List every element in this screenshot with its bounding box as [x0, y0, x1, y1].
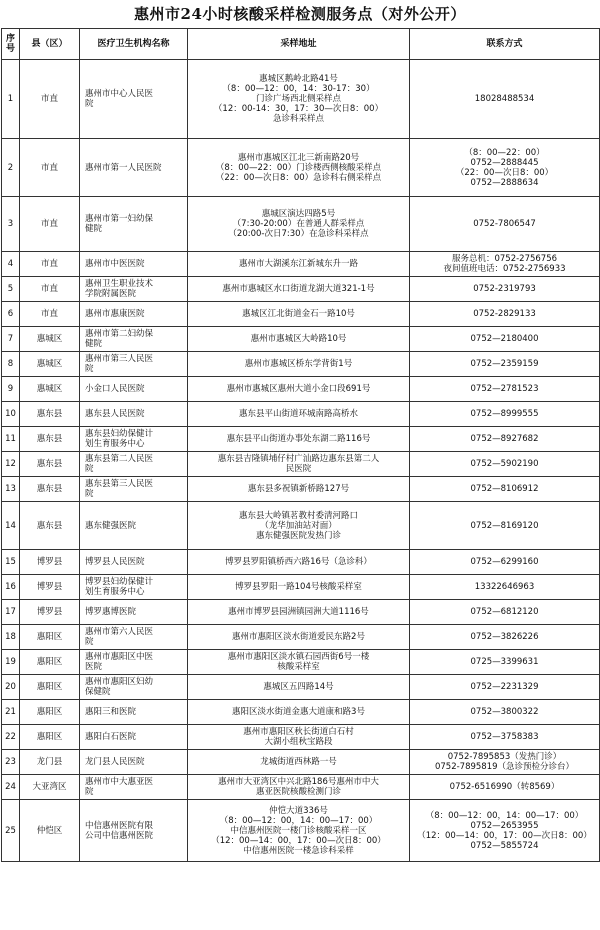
county-cell: 惠城区 [20, 352, 80, 377]
table-row [2, 750, 600, 775]
row-number: 12 [2, 452, 20, 477]
row-number: 24 [2, 775, 20, 800]
contact-cell: 0752—3758383 [410, 725, 600, 750]
address-cell: 惠州市大亚湾区中兴北路186号惠州市中大 惠亚医院核酸检测门诊 [188, 775, 410, 800]
contact-cell: 13322646963 [410, 575, 600, 600]
address-cell: 惠州市惠城区桥东学背街1号 [188, 352, 410, 377]
contact-cell: （8：00—12：00，14：00—17：00） 0752—2653955 （12：00—14：00，17：00—次日8：00） 0752—5855724 [410, 800, 600, 862]
table-row [2, 377, 600, 402]
address-cell: 惠东县大岭镇茗教村委清河路口 （龙华加油站对面） 惠东健强医院发热门诊 [188, 502, 410, 550]
row-number: 13 [2, 477, 20, 502]
county-cell: 惠东县 [20, 427, 80, 452]
address-cell: 惠州市惠阳区淡水街道爱民东路2号 [188, 625, 410, 650]
county-cell: 惠阳区 [20, 725, 80, 750]
county-cell: 博罗县 [20, 600, 80, 625]
table-row [2, 402, 600, 427]
org-cell: 惠州市惠阳区妇幼 保健院 [80, 675, 188, 700]
address-cell: 惠城区五四路14号 [188, 675, 410, 700]
row-number: 23 [2, 750, 20, 775]
table-row [2, 427, 600, 452]
table-row [2, 139, 600, 197]
table-row [2, 302, 600, 327]
row-number: 5 [2, 277, 20, 302]
row-number: 14 [2, 502, 20, 550]
contact-cell: 0752-2319793 [410, 277, 600, 302]
contact-cell: 0752-7806547 [410, 197, 600, 252]
table-row [2, 477, 600, 502]
row-number: 11 [2, 427, 20, 452]
address-cell: 博罗县罗阳一路104号核酸采样室 [188, 575, 410, 600]
table-header-row [2, 29, 600, 60]
header-address: 采样地址 [188, 29, 410, 60]
county-cell: 市直 [20, 197, 80, 252]
row-number: 22 [2, 725, 20, 750]
contact-cell: 0752—2781523 [410, 377, 600, 402]
table-row [2, 700, 600, 725]
header-county: 县（区） [20, 29, 80, 60]
address-cell: 惠城区江北街道金石一路10号 [188, 302, 410, 327]
contact-cell: 0752—6299160 [410, 550, 600, 575]
county-cell: 市直 [20, 139, 80, 197]
row-number: 4 [2, 252, 20, 277]
county-cell: 惠东县 [20, 502, 80, 550]
county-cell: 惠东县 [20, 477, 80, 502]
county-cell: 惠阳区 [20, 625, 80, 650]
county-cell: 市直 [20, 302, 80, 327]
contact-cell: 0752—8999555 [410, 402, 600, 427]
org-cell: 惠东县人民医院 [80, 402, 188, 427]
table-row [2, 675, 600, 700]
address-cell: 惠州市惠城区大岭路10号 [188, 327, 410, 352]
address-cell: 惠东县平山街道办事处东湖二路116号 [188, 427, 410, 452]
table-row [2, 60, 600, 139]
org-cell: 惠州卫生职业技术 学院附属医院 [80, 277, 188, 302]
org-cell: 惠东县第三人民医 院 [80, 477, 188, 502]
row-number: 10 [2, 402, 20, 427]
table-row [2, 197, 600, 252]
contact-cell: 0752—8169120 [410, 502, 600, 550]
page-title: 惠州市24小时核酸采样检测服务点（对外公开） [134, 5, 466, 23]
contact-cell: 0752—6812120 [410, 600, 600, 625]
contact-cell: 服务总机：0752-2756756 夜间值班电话：0752-2756933 [410, 252, 600, 277]
county-cell: 博罗县 [20, 550, 80, 575]
row-number: 15 [2, 550, 20, 575]
county-cell: 市直 [20, 252, 80, 277]
table-row [2, 352, 600, 377]
row-number: 6 [2, 302, 20, 327]
county-cell: 惠阳区 [20, 650, 80, 675]
org-cell: 中信惠州医院有限 公司中信惠州医院 [80, 800, 188, 862]
contact-cell: 0752—3826226 [410, 625, 600, 650]
row-number: 25 [2, 800, 20, 862]
address-cell: 惠城区鹅岭北路41号 （8：00—12：00，14：30-17：30） 门诊广场西北侧采样点 （12：00-14：30，17：30—次日8：00） 急诊科采样点 [188, 60, 410, 139]
row-number: 9 [2, 377, 20, 402]
contact-cell: 0752—8106912 [410, 477, 600, 502]
table-row [2, 725, 600, 750]
org-cell: 惠东县妇幼保健计 划生育服务中心 [80, 427, 188, 452]
contact-cell: 0752-6516990（转8569） [410, 775, 600, 800]
table-row [2, 327, 600, 352]
address-cell: 惠城区演达四路5号 （7:30-20:00）在普通人群采样点 （20:00-次日7:30）在急诊科采样点 [188, 197, 410, 252]
contact-cell: 0752-7895853（发热门诊） 0752-7895819（急诊预检分诊台） [410, 750, 600, 775]
row-number: 2 [2, 139, 20, 197]
row-number: 19 [2, 650, 20, 675]
address-cell: 惠东县平山街道环城南路高桥水 [188, 402, 410, 427]
address-cell: 惠州市惠城区江北三新南路20号 （8：00—22：00）门诊楼西侧核酸采样点 （22：00—次日8：00）急诊科右侧采样点 [188, 139, 410, 197]
contact-cell: 0752—2180400 [410, 327, 600, 352]
county-cell: 惠东县 [20, 402, 80, 427]
address-cell: 惠州市惠城区水口街道龙湖大道321-1号 [188, 277, 410, 302]
header-org: 医疗卫生机构名称 [80, 29, 188, 60]
table-row [2, 452, 600, 477]
table-row [2, 600, 600, 625]
service-points-table [1, 28, 600, 862]
address-cell: 惠东县多祝镇新桥路127号 [188, 477, 410, 502]
org-cell: 惠州市中大惠亚医 院 [80, 775, 188, 800]
table-row [2, 775, 600, 800]
org-cell: 惠州市第一人民医院 [80, 139, 188, 197]
org-cell: 惠州市中心人民医 院 [80, 60, 188, 139]
table-row [2, 550, 600, 575]
org-cell: 惠阳白石医院 [80, 725, 188, 750]
row-number: 1 [2, 60, 20, 139]
table-row [2, 252, 600, 277]
header-contact: 联系方式 [410, 29, 600, 60]
org-cell: 惠州市中医医院 [80, 252, 188, 277]
org-cell: 博罗县人民医院 [80, 550, 188, 575]
org-cell: 博罗惠博医院 [80, 600, 188, 625]
org-cell: 惠州市第一妇幼保 健院 [80, 197, 188, 252]
contact-cell: 0752—8927682 [410, 427, 600, 452]
address-cell: 龙城街道西林路一号 [188, 750, 410, 775]
address-cell: 仲恺大道336号 （8：00—12：00，14：00—17：00） 中信惠州医院一楼门诊核酸采样一区 （12：00—14：00，17：00—次日8：00） 中信惠州医院一楼急诊科采样 [188, 800, 410, 862]
row-number: 17 [2, 600, 20, 625]
county-cell: 惠阳区 [20, 675, 80, 700]
address-cell: 惠州市惠城区惠州大道小金口段691号 [188, 377, 410, 402]
row-number: 16 [2, 575, 20, 600]
county-cell: 大亚湾区 [20, 775, 80, 800]
county-cell: 博罗县 [20, 575, 80, 600]
table-row [2, 502, 600, 550]
org-cell: 博罗县妇幼保健计 划生育服务中心 [80, 575, 188, 600]
org-cell: 惠州市第三人民医 院 [80, 352, 188, 377]
table-row [2, 650, 600, 675]
county-cell: 市直 [20, 60, 80, 139]
county-cell: 惠城区 [20, 327, 80, 352]
contact-cell: 0752—2231329 [410, 675, 600, 700]
address-cell: 博罗县罗阳镇桥西六路16号（急诊科） [188, 550, 410, 575]
org-cell: 惠州市惠康医院 [80, 302, 188, 327]
contact-cell: 0752—3800322 [410, 700, 600, 725]
address-cell: 惠阳区淡水街道金惠大道康和路3号 [188, 700, 410, 725]
county-cell: 市直 [20, 277, 80, 302]
row-number: 20 [2, 675, 20, 700]
county-cell: 仲恺区 [20, 800, 80, 862]
contact-cell: 0752—2359159 [410, 352, 600, 377]
table-row [2, 800, 600, 862]
row-number: 18 [2, 625, 20, 650]
contact-cell: 0752-2829133 [410, 302, 600, 327]
org-cell: 惠州市第六人民医 院 [80, 625, 188, 650]
county-cell: 惠城区 [20, 377, 80, 402]
header-no: 序 号 [2, 29, 20, 60]
contact-cell: （8：00—22：00） 0752—2888445 （22：00—次日8：00） 0752—2888634 [410, 139, 600, 197]
row-number: 3 [2, 197, 20, 252]
contact-cell: 0725—3399631 [410, 650, 600, 675]
address-cell: 惠州市博罗县园洲镇园洲大道1116号 [188, 600, 410, 625]
org-cell: 惠东县第二人民医 院 [80, 452, 188, 477]
org-cell: 惠州市第二妇幼保 健院 [80, 327, 188, 352]
org-cell: 惠东健强医院 [80, 502, 188, 550]
row-number: 8 [2, 352, 20, 377]
table-row [2, 277, 600, 302]
county-cell: 惠阳区 [20, 700, 80, 725]
address-cell: 惠州市惠阳区秋长街道白石村 大湖小组秋宝路段 [188, 725, 410, 750]
address-cell: 惠州市惠阳区淡水镇石园西街6号一楼 核酸采样室 [188, 650, 410, 675]
org-cell: 龙门县人民医院 [80, 750, 188, 775]
county-cell: 惠东县 [20, 452, 80, 477]
address-cell: 惠东县吉隆镇埔仔村广汕路边惠东县第二人 民医院 [188, 452, 410, 477]
address-cell: 惠州市大湖溪东江新城东升一路 [188, 252, 410, 277]
table-row [2, 625, 600, 650]
org-cell: 惠州市惠阳区中医 医院 [80, 650, 188, 675]
contact-cell: 0752—5902190 [410, 452, 600, 477]
table-row [2, 575, 600, 600]
org-cell: 惠阳三和医院 [80, 700, 188, 725]
row-number: 21 [2, 700, 20, 725]
org-cell: 小金口人民医院 [80, 377, 188, 402]
county-cell: 龙门县 [20, 750, 80, 775]
row-number: 7 [2, 327, 20, 352]
contact-cell: 18028488534 [410, 60, 600, 139]
